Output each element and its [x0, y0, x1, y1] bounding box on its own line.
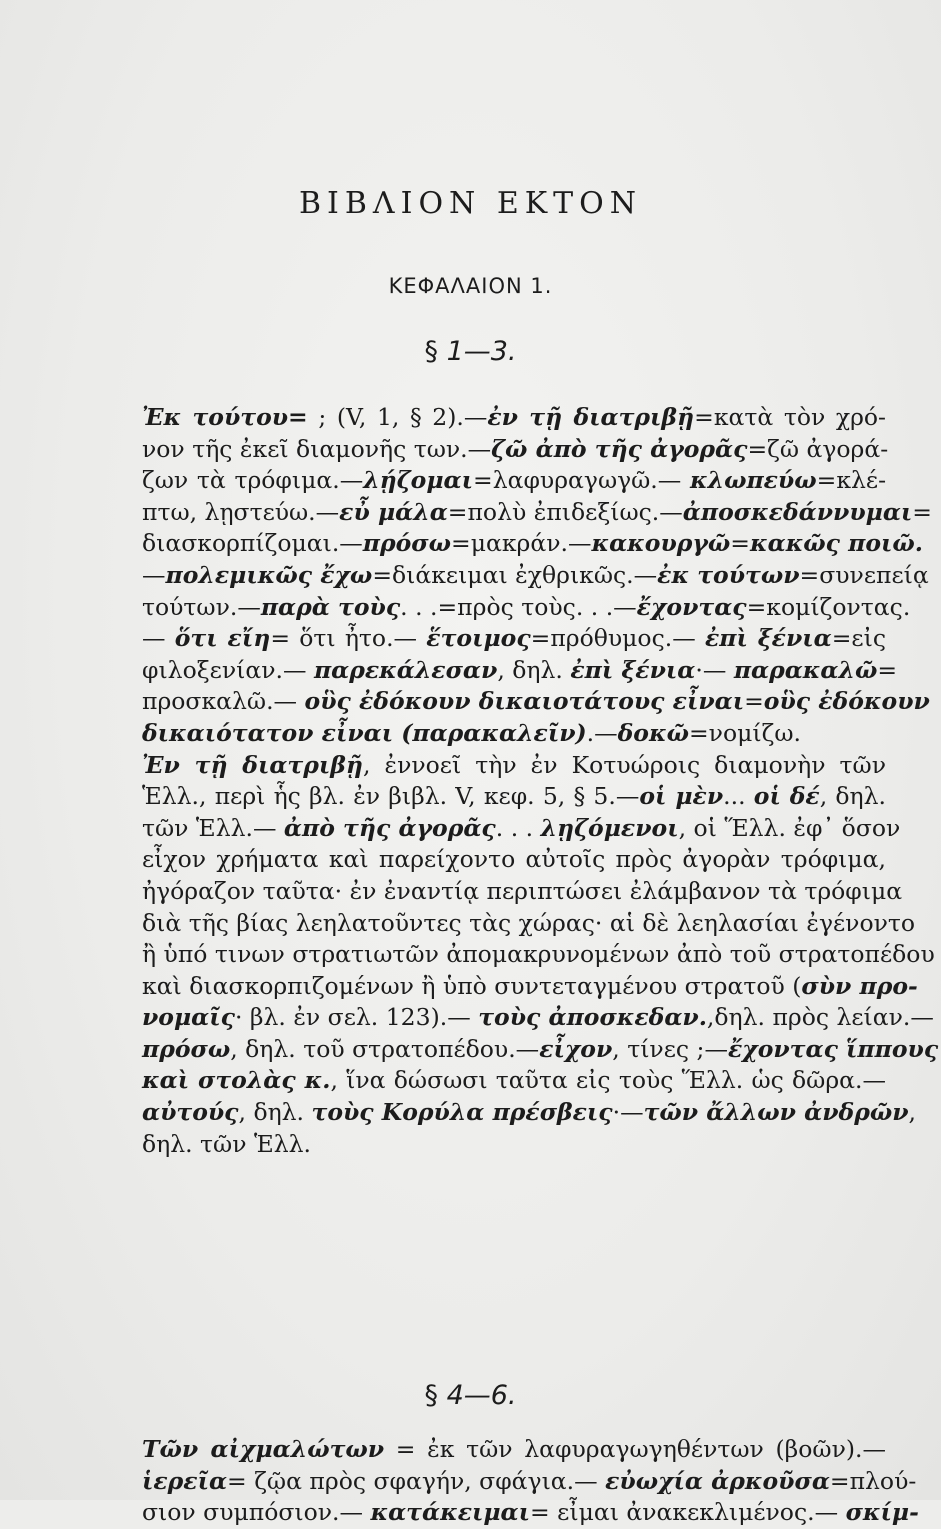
text-line: εἶχον χρήματα καὶ παρείχοντο αὐτοῖς πρὸς ἀγορὰν τρόφιμα,	[142, 845, 886, 874]
text-line: ζων τὰ τρόφιμα.—λῄζομαι=λαφυραγωγῶ.— κλωπεύω=κλέ-	[142, 466, 887, 495]
section-1-text	[142, 402, 939, 1160]
section-range: 4—6.	[446, 1380, 517, 1411]
text-line: καὶ στολὰς κ., ἵνα δώσωσι ταῦτα εἰς τοὺς Ἕλλ. ὡς δῶρα.—	[142, 1066, 886, 1095]
text-line: Ἐκ τούτου= ; (V, 1, § 2).—ἐν τῇ διατριβῇ=κατὰ τὸν χρό-	[142, 403, 887, 431]
text-line: δηλ. τῶν Ἑλλ.	[142, 1129, 312, 1158]
text-line: τούτων.—παρὰ τοὺς. . .=πρὸς τοὺς. . .—ἔχοντας=κομίζοντας.	[142, 592, 911, 621]
text-line: αὐτούς, δηλ. τοὺς Κορύλα πρέσβεις·—τῶν ἄλλων ἀνδρῶν,	[142, 1098, 917, 1127]
section-symbol: §	[424, 336, 438, 367]
text-line: καὶ διασκορπιζομένων ἢ ὑπὸ συντεταγμένου στρατοῦ (σὺν προ-	[142, 971, 918, 1000]
text-line: νομαῖς· βλ. ἐν σελ. 123).— τοὺς ἀποσκεδαν.,δηλ. πρὸς λείαν.—	[142, 1003, 934, 1032]
text-line: ἠγόραζον ταῦτα· ἐν ἐναντίᾳ περιπτώσει ἐλάμβανον τὰ τρόφιμα	[142, 876, 903, 905]
text-line: Ἐν τῇ διατριβῇ, ἐννοεῖ τὴν ἐν Κοτυώροις διαμονὴν τῶν	[142, 750, 886, 779]
book-title: ΒΙΒΛΙΟΝ ΕΚΤΟΝ	[298, 186, 642, 221]
section-2-text	[142, 1434, 919, 1529]
text-line: —πολεμικῶς ἔχω=διάκειμαι ἐχθρικῶς.—ἐκ τούτων=συνεπείᾳ	[142, 560, 929, 589]
text-line: τῶν Ἑλλ.— ἀπὸ τῆς ἀγορᾶς. . . λῃζόμενοι, οἱ Ἕλλ. ἐφ᾽ ὅσον	[142, 813, 901, 842]
text-line: σιον συμπόσιον.— κατάκειμαι= εἶμαι ἀνακεκλιμένος.— σκίμ-	[142, 1498, 919, 1527]
chapter-heading: ΚΕΦΑΛΑΙΟΝ 1.	[388, 274, 553, 298]
text-line: Ἑλλ., περὶ ἧς βλ. ἐν βιβλ. V, κεφ. 5, § 5.—οἱ μὲν... οἱ δέ, δηλ.	[142, 782, 886, 811]
text-line: πρόσω, δηλ. τοῦ στρατοπέδου.—εἶχον, τίνες ;—ἔχοντας ἵππους	[142, 1034, 939, 1063]
text-line: ἱερεῖα= ζῷα πρὸς σφαγήν, σφάγια.— εὐωχία ἀρκοῦσα=πλού-	[142, 1466, 917, 1495]
text-line: πτω, λῃστεύω.—εὖ μάλα=πολὺ ἐπιδεξίως.—ἀποσκεδάννυμαι=	[142, 497, 932, 526]
section-heading-1	[0, 336, 941, 367]
text-line: διὰ τῆς βίας λεηλατοῦντες τὰς χώρας· αἱ δὲ λεηλασίαι ἐγένοντο	[142, 908, 916, 937]
text-line: διασκορπίζομαι.—πρόσω=μακράν.—κακουργῶ=κακῶς ποιῶ.	[142, 529, 923, 558]
text-line: Τῶν αἰχμαλώτων = ἐκ τῶν λαφυραγωγηθέντων (βοῶν).—	[142, 1435, 886, 1463]
section-symbol: §	[424, 1380, 438, 1411]
section-heading-2	[0, 1380, 941, 1411]
text-line: δικαιότατον εἶναι (παρακαλεῖν).—δοκῶ=νομίζω.	[142, 718, 801, 747]
text-line: προσκαλῶ.— οὓς ἐδόκουν δικαιοτάτους εἶναι=οὓς ἐδόκουν	[142, 687, 930, 716]
text-line: νον τῆς ἐκεῖ διαμονῆς των.—ζῶ ἀπὸ τῆς ἀγορᾶς=ζῶ ἀγορά-	[142, 434, 889, 463]
section-range: 1—3.	[446, 336, 517, 367]
text-line: — ὅτι εἴη= ὅτι ἦτο.— ἕτοιμος=πρόθυμος.— ἐπὶ ξένια=εἰς	[142, 624, 886, 653]
text-line: ἢ ὑπό τινων στρατιωτῶν ἀπομακρυνομένων ἀπὸ τοῦ στρατοπέδου	[142, 940, 935, 969]
text-line: φιλοξενίαν.— παρεκάλεσαν, δηλ. ἐπὶ ξένια·— παρακαλῶ=	[142, 655, 898, 684]
